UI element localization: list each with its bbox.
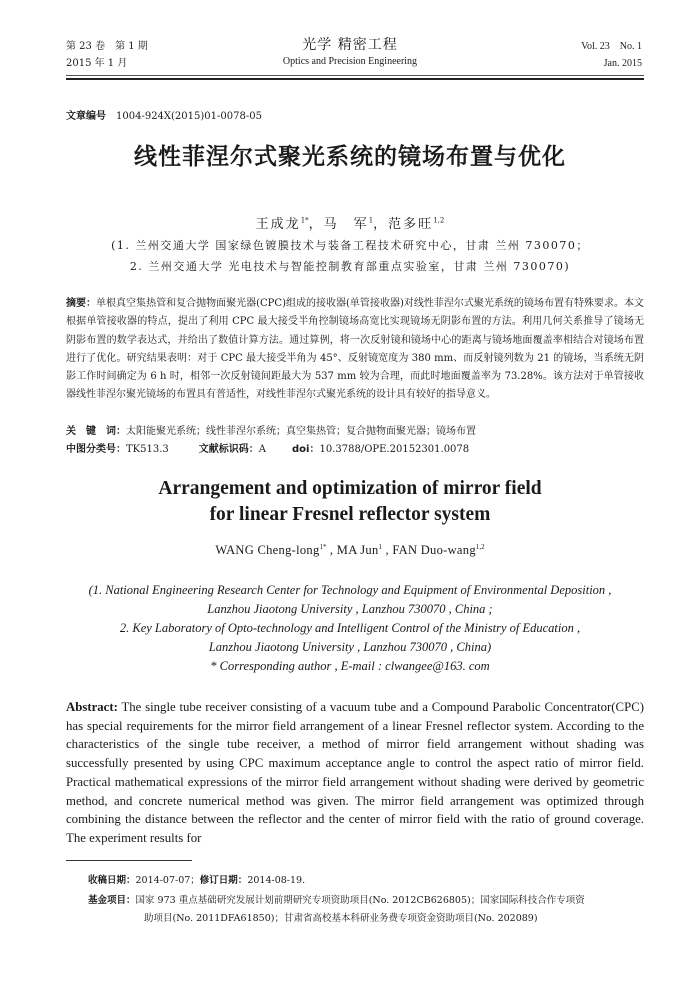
author-separator: , xyxy=(382,543,393,558)
fund-text-line-1: 国家 973 重点基础研究发展计划前期研究专项资助项目(No. 2012CB626805)；国家国际科技合作专项资 xyxy=(135,895,585,906)
abstract-en-label: Abstract: xyxy=(66,700,118,714)
abstract-cn-text: 单根真空集热管和复合抛物面聚光器(CPC)组成的接收器(单管接收器)对线性菲涅尔式聚光系统的镜场布置有特殊要求。本文根据单管接收器的特点，提出了利用 CPC 最大接受半角控制镜场高宽比实现镜场无阴影布置的方法。利用几何关系推导了镜场无阴影布置的数学表达式，并给出了数值计算方法。通过算例，将一次反射镜和镜场中心的距离与镜场地面覆盖率相结合对镜场布置进行了优化。研究结果表明：对于 CPC 最大接受半角为 45°、反射镜宽度为 380 mm、而反射镜列数为 21 的镜场，当系统无阴影工作时间确定为 6 h 时，相邻一次反射镜间距最大为 537 mm 较为合理，而此时地面覆盖率为 73.28%。该方法对于单管接收器线性菲涅尔聚光镜场的布置具有普适性，对线性菲涅尔式聚光系统的设计具有较好的指导意义。 xyxy=(66,298,645,401)
keywords-label: 关 键 词： xyxy=(66,426,126,437)
affiliation-en-1: (1. National Engineering Research Center for Technology and Equipment of Environmental Deposition , xyxy=(88,583,612,597)
affiliation-en-4: Lanzhou Jiaotong University , Lanzhou 730070 , China) xyxy=(208,640,492,654)
authors-en xyxy=(0,543,700,558)
title-en-line-2: for linear Fresnel reflector system xyxy=(209,504,491,525)
abstract-cn-label: 摘要： xyxy=(66,298,97,309)
abstract-en-text: The single tube receiver consisting of a vacuum tube and a Compound Parabolic Concentrator(CPC) has special requirements for the mirror field arrangement of a linear Fresnel reflector system. According to the characteristics of the single tube receiver, a method of mirror field arrangement without shading was successfully presented by using CPC maximum acceptance angle to control the aspect ratio of mirror field. Practical mathematical expressions of the mirror field arrangement without shading were derived by geometric method, and concrete numerical method was given. The mirror field arrangement was optimized through combining the distance between the reflector and the center of mirror field with the ratio of ground coverage. The experiment results for xyxy=(66,700,644,845)
keywords-text: 太阳能聚光系统；线性菲涅尔系统；真空集热管；复合抛物面聚光器；镜场布置 xyxy=(126,426,476,437)
fund-text-line-2: 助项目(No. 2011DFA61850)；甘肃省高校基本科研业务费专项资金资助项目(No. 202089) xyxy=(144,913,538,924)
author-name: 范多旺 xyxy=(388,217,434,232)
classification-line xyxy=(66,441,644,459)
journal-name-en: Optics and Precision Engineering xyxy=(282,56,418,67)
abstract-cn xyxy=(66,295,644,405)
author-name: WANG Cheng-long xyxy=(215,543,320,558)
abstract-en xyxy=(66,698,644,848)
footnote-divider xyxy=(66,860,192,861)
title-en xyxy=(0,476,700,528)
authors-cn xyxy=(0,213,700,232)
author-affil-mark: 1,2 xyxy=(475,543,485,551)
header-rule-thin xyxy=(66,75,644,76)
received-date: 2014-07-07； xyxy=(135,875,200,886)
journal-name-cn: 光学 精密工程 xyxy=(302,37,398,53)
article-number-label: 文章编号 xyxy=(66,111,106,122)
date-en: Jan. 2015 xyxy=(603,58,642,69)
author-name: 马 军 xyxy=(323,217,369,232)
revised-label: 修订日期： xyxy=(199,875,248,886)
clc-label: 中图分类号： xyxy=(66,444,126,455)
footnote-funding xyxy=(88,892,648,928)
revised-date: 2014-08-19. xyxy=(247,875,306,886)
author-name: FAN Duo-wang xyxy=(392,543,476,558)
corresponding-author: * Corresponding author , E-mail : clwangee@163. com xyxy=(210,659,490,673)
fund-label: 基金项目： xyxy=(88,895,136,906)
volume-issue-en: Vol. 23 No. 1 xyxy=(581,41,642,52)
doc-code-value: A xyxy=(258,444,267,455)
header-volume-info-en xyxy=(581,38,642,72)
received-label: 收稿日期： xyxy=(88,875,136,886)
clc-value: TK513.3 xyxy=(126,444,169,455)
doi-value: 10.3788/OPE.20152301.0078 xyxy=(319,444,470,455)
author-name: 王成龙 xyxy=(255,217,301,232)
author-affil-mark: 1 xyxy=(368,216,374,225)
title-en-line-1: Arrangement and optimization of mirror field xyxy=(158,478,542,499)
affiliation-cn-1: (1. 兰州交通大学 国家绿色镀膜技术与装备工程技术研究中心，甘肃 兰州 730070； xyxy=(111,239,589,252)
author-separator: ， xyxy=(373,217,389,232)
header-rule-thick xyxy=(66,78,644,80)
author-affil-mark: 1* xyxy=(300,216,309,225)
author-separator: ， xyxy=(308,217,324,232)
author-affil-mark: 1 xyxy=(378,543,383,551)
affiliation-en-2: Lanzhou Jiaotong University , Lanzhou 730070 , China ; xyxy=(207,602,493,616)
doc-code-label: 文献标识码： xyxy=(198,444,259,455)
author-separator: , xyxy=(326,543,337,558)
volume-issue-cn: 第 23 卷 第 1 期 xyxy=(66,41,148,52)
affiliation-cn-2: 2. 兰州交通大学 光电技术与智能控制教育部重点实验室，甘肃 兰州 730070) xyxy=(129,260,571,273)
title-cn: 线性菲涅尔式聚光系统的镜场布置与优化 xyxy=(134,144,566,170)
doi-label: doi： xyxy=(292,444,320,455)
article-number xyxy=(66,107,262,122)
author-affil-mark: 1* xyxy=(319,543,327,551)
date-cn: 2015 年 1 月 xyxy=(66,58,128,69)
affiliation-en-3: 2. Key Laboratory of Opto-technology and Intelligent Control of the Ministry of Education , xyxy=(119,621,581,635)
author-name: MA Jun xyxy=(336,543,379,558)
author-affil-mark: 1,2 xyxy=(433,216,445,225)
footnote-dates xyxy=(88,872,648,890)
article-number-value: 1004-924X(2015)01-0078-05 xyxy=(116,111,262,122)
keywords-cn xyxy=(66,423,644,441)
